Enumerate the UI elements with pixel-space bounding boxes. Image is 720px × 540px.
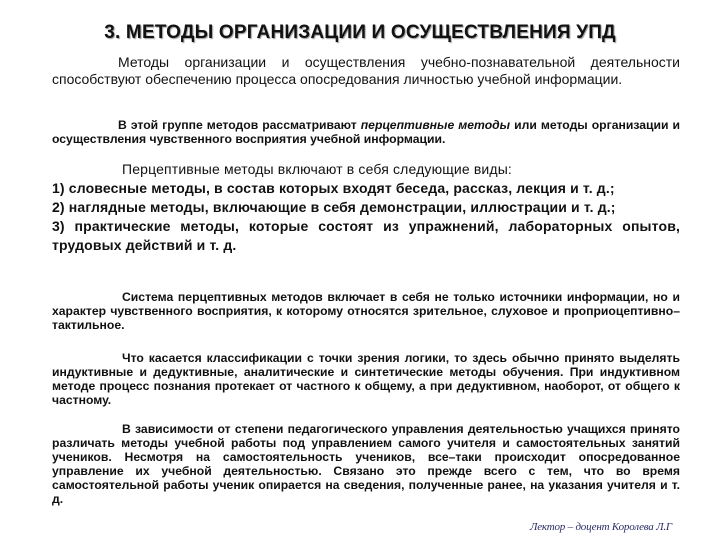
- lecturer-signature: Лектор – доцент Королева Л.Г: [529, 521, 672, 533]
- perceptive-types-list: [52, 160, 680, 255]
- logic-paragraph: Что касается классификации с точки зрения логики, то здесь обычно принято выделять индуктивные и дедуктивные, аналитические и синтетические методы обучения. При индуктивном методе процесс познания протекает от частного к общему, а при дедуктивном, наоборот, от общего к частному.: [52, 351, 680, 407]
- types-heading: Перцептивные методы включают в себя следующие виды:: [122, 161, 512, 177]
- slide-title: 3. МЕТОДЫ ОРГАНИЗАЦИИ И ОСУЩЕСТВЛЕНИЯ УПД: [104, 22, 616, 43]
- group-text-after: или методы организации и осуществления чувственного восприятия учебной информации.: [52, 118, 680, 146]
- system-paragraph: Система перцептивных методов включает в себя не только источники информации, но и характер чувственного восприятия, к которому относятся зрительное, слуховое и проприоцептивно–тактильное.: [52, 290, 680, 332]
- list-item: 1) словесные методы, в состав которых входят беседа, рассказ, лекция и т. д.;: [52, 180, 615, 196]
- intro-paragraph: Методы организации и осуществления учебно-познавательной деятельности способствуют обеспечению процесса опосредования личностью учебной информации.: [52, 54, 680, 87]
- control-paragraph: В зависимости от степени педагогического управления деятельностью учащихся принято различать методы учебной работы под управлением самого учителя и самостоятельных занятий учеников. Несмотря на самостоятельность учеников, все–таки происходит опосредованное управление их учебной деятельностью. Связано это прежде всего с тем, что во время самостоятельной работы ученик опирается на сведения, полученные ранее, на указания учителя и т. д.: [52, 422, 680, 506]
- perceptive-methods-term: перцептивные методы: [360, 118, 511, 132]
- group-text-before: В этой группе методов рассматривают: [118, 118, 361, 132]
- list-item: 2) наглядные методы, включающие в себя демонстрации, иллюстрации и т. д.;: [52, 199, 616, 215]
- list-item: 3) практические методы, которые состоят из упражнений, лабораторных опытов, трудовых действий и т. д.: [52, 218, 680, 253]
- perceptive-group-paragraph: [52, 118, 680, 146]
